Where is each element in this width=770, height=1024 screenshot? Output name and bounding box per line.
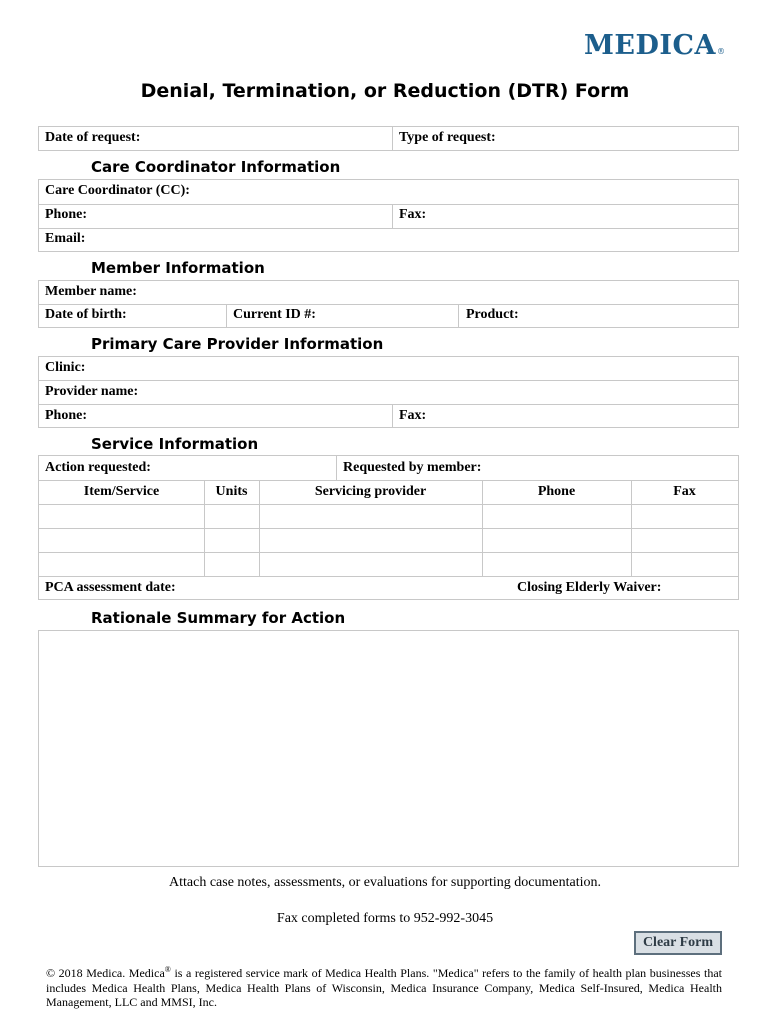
service-box bbox=[38, 455, 739, 600]
member-name-field[interactable] bbox=[149, 281, 734, 304]
clear-form-button[interactable]: Clear Form bbox=[634, 931, 722, 955]
member-box bbox=[38, 280, 739, 328]
closing-elderly-waiver-label: Closing Elderly Waiver: bbox=[517, 580, 662, 595]
logo-text: MEDICA bbox=[584, 30, 716, 61]
column-header-units: Units bbox=[215, 484, 248, 499]
copyright-footer bbox=[46, 963, 722, 1010]
column-header-item-service: Item/Service bbox=[83, 484, 160, 499]
requested-by-member-label: Requested by member: bbox=[343, 460, 482, 475]
fax-note: Fax completed forms to 952-992-3045 bbox=[276, 911, 494, 926]
pcp-fax-label: Fax: bbox=[399, 408, 427, 423]
pcp-phone-label: Phone: bbox=[45, 408, 87, 423]
date-of-request-field[interactable] bbox=[149, 127, 391, 150]
member-name-label: Member name: bbox=[45, 284, 137, 299]
member-heading: Member Information bbox=[91, 259, 265, 277]
cc-phone-label: Phone: bbox=[45, 207, 87, 222]
pcp-heading: Primary Care Provider Information bbox=[91, 335, 384, 353]
cc-fax-label: Fax: bbox=[399, 207, 427, 222]
column-header-fax: Fax bbox=[673, 484, 696, 499]
action-requested-field[interactable] bbox=[164, 456, 334, 480]
column-header-phone: Phone bbox=[537, 484, 576, 499]
action-requested-label: Action requested: bbox=[45, 460, 151, 475]
service-heading: Service Information bbox=[91, 435, 259, 453]
cc-phone-field[interactable] bbox=[99, 204, 389, 228]
rationale-textarea[interactable] bbox=[38, 630, 739, 867]
current-id-field[interactable] bbox=[324, 304, 456, 327]
cc-email-field[interactable] bbox=[94, 228, 734, 251]
care-coordinator-label: Care Coordinator (CC): bbox=[45, 183, 190, 198]
footer-prefix: © 2018 Medica. Medica bbox=[46, 966, 165, 980]
care-coordinator-box bbox=[38, 179, 739, 252]
provider-name-label: Provider name: bbox=[45, 384, 139, 399]
clinic-field[interactable] bbox=[94, 357, 734, 380]
current-id-label: Current ID #: bbox=[233, 307, 316, 322]
clinic-label: Clinic: bbox=[45, 360, 86, 375]
pcp-fax-field[interactable] bbox=[434, 404, 734, 427]
pcp-box bbox=[38, 356, 739, 428]
care-coordinator-field[interactable] bbox=[204, 180, 734, 204]
closing-elderly-waiver-checkbox[interactable] bbox=[679, 578, 734, 598]
date-of-request-label: Date of request: bbox=[45, 130, 141, 145]
type-of-request-field[interactable] bbox=[507, 127, 738, 150]
product-label: Product: bbox=[466, 307, 519, 322]
date-of-birth-label: Date of birth: bbox=[45, 307, 127, 322]
date-of-birth-field[interactable] bbox=[139, 304, 224, 327]
table-row[interactable] bbox=[39, 504, 738, 528]
provider-name-field[interactable] bbox=[151, 380, 734, 404]
medica-logo bbox=[584, 30, 725, 61]
pcp-phone-field[interactable] bbox=[99, 404, 389, 427]
attach-note: Attach case notes, assessments, or evaluations for supporting documentation. bbox=[169, 875, 601, 890]
table-row[interactable] bbox=[39, 528, 738, 552]
request-box bbox=[38, 126, 739, 151]
care-coordinator-heading: Care Coordinator Information bbox=[91, 158, 341, 176]
column-header-servicing-provider: Servicing provider bbox=[314, 484, 427, 499]
form-title: Denial, Termination, or Reduction (DTR) Form bbox=[140, 80, 630, 102]
rationale-heading: Rationale Summary for Action bbox=[91, 609, 346, 627]
footer-registered-mark: ® bbox=[164, 965, 171, 974]
cc-email-label: Email: bbox=[45, 231, 86, 246]
footer-text: is a registered service mark of Medica Health Plans. "Medica" refers to the family of health plan businesses that includes Medica Health Plans, Medica Health Plans of Wisconsin, Medica Insurance Company, Medica Self-Insured, Medica Health Management, LLC and MMSI, Inc. bbox=[46, 966, 722, 1009]
pca-assessment-date-label: PCA assessment date: bbox=[45, 580, 176, 595]
requested-by-member-field[interactable] bbox=[494, 456, 734, 480]
table-row[interactable] bbox=[39, 552, 738, 576]
type-of-request-label: Type of request: bbox=[399, 130, 496, 145]
pca-assessment-date-field[interactable] bbox=[194, 576, 494, 599]
logo-registered-mark: ® bbox=[716, 47, 726, 56]
cc-fax-field[interactable] bbox=[434, 204, 734, 228]
product-field[interactable] bbox=[529, 304, 734, 327]
